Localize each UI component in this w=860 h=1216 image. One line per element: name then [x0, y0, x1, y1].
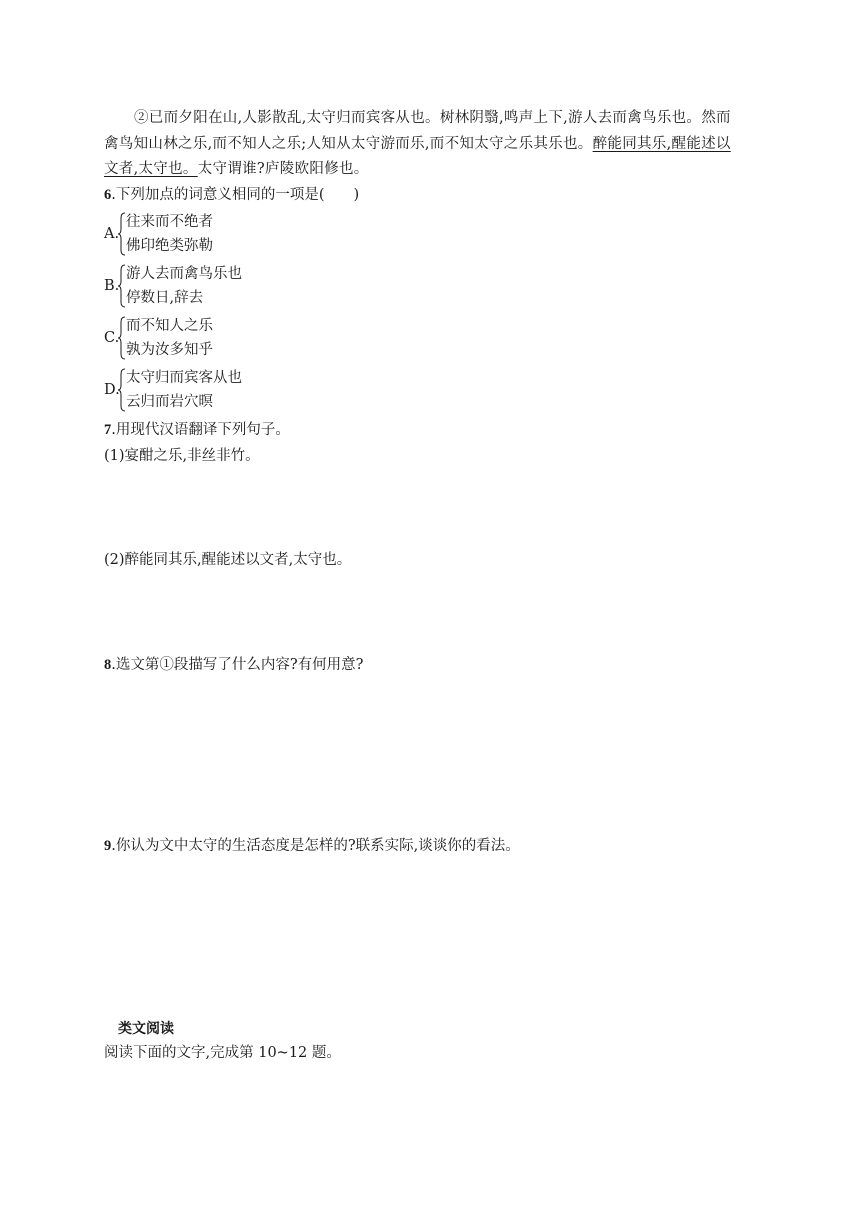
- passage-line-3: [104, 159, 369, 179]
- brace-icon: [118, 316, 126, 360]
- underlined-sentence-part-2: 文者,太守也。: [104, 161, 198, 177]
- passage-line-2-text: 禽鸟知山林之乐,而不知人之乐;人知从太守游而乐,而不知太守之乐其乐也。: [104, 136, 593, 152]
- question-6-stem: .下列加点的词意义相同的一项是( ): [111, 187, 360, 203]
- brace-icon: [118, 264, 126, 308]
- question-6-number: 6: [104, 187, 112, 203]
- option-d-letter: D.: [104, 382, 120, 398]
- section-instruction: 阅读下面的文字,完成第 10~12 题。: [104, 1045, 341, 1061]
- question-9-number: 9: [104, 838, 112, 854]
- question-7-sub-2: (2)醉能同其乐,醒能述以文者,太守也。: [104, 552, 352, 568]
- option-a-letter: A.: [104, 226, 120, 242]
- option-b-word-2: 停数日,辞去: [126, 290, 204, 306]
- question-7-number: 7: [104, 422, 112, 438]
- option-c-letter: C.: [104, 330, 120, 346]
- question-8-number: 8: [104, 657, 112, 673]
- option-d-word-1: 太守归而宾客从也: [126, 370, 242, 386]
- option-d-word-2: 云归而岩穴暝: [126, 394, 213, 410]
- option-b-letter: B.: [104, 278, 120, 294]
- question-7-sub-1: (1)宴酣之乐,非丝非竹。: [104, 448, 260, 464]
- section-heading: 类文阅读: [118, 1021, 174, 1037]
- passage-line-2: [104, 134, 731, 154]
- underlined-sentence-part-1: 醉能同其乐,醒能述以: [592, 136, 731, 152]
- question-8: [104, 655, 363, 675]
- question-7-stem: .用现代汉语翻译下列句子。: [111, 422, 290, 438]
- question-7: [104, 420, 290, 440]
- brace-icon: [118, 368, 126, 412]
- option-c-word-1: 而不知人之乐: [126, 318, 213, 334]
- option-a-word-1: 往来而不绝者: [126, 214, 213, 230]
- question-9: [104, 836, 520, 856]
- option-a-word-2: 佛印绝类弥勒: [126, 238, 213, 254]
- option-b-word-1: 游人去而禽鸟乐也: [126, 266, 242, 282]
- passage-line-1: ②已而夕阳在山,人影散乱,太守归而宾客从也。树林阴翳,鸣声上下,游人去而禽鸟乐也。然而: [134, 110, 731, 126]
- brace-icon: [118, 212, 126, 256]
- option-c-word-2: 孰为汝多知乎: [126, 342, 213, 358]
- question-6: [104, 185, 359, 205]
- question-8-stem: .选文第①段描写了什么内容?有何用意?: [111, 657, 364, 673]
- question-9-stem: .你认为文中太守的生活态度是怎样的?联系实际,谈谈你的看法。: [111, 838, 520, 854]
- passage-line-3-text: 太守谓谁?庐陵欧阳修也。: [197, 161, 369, 177]
